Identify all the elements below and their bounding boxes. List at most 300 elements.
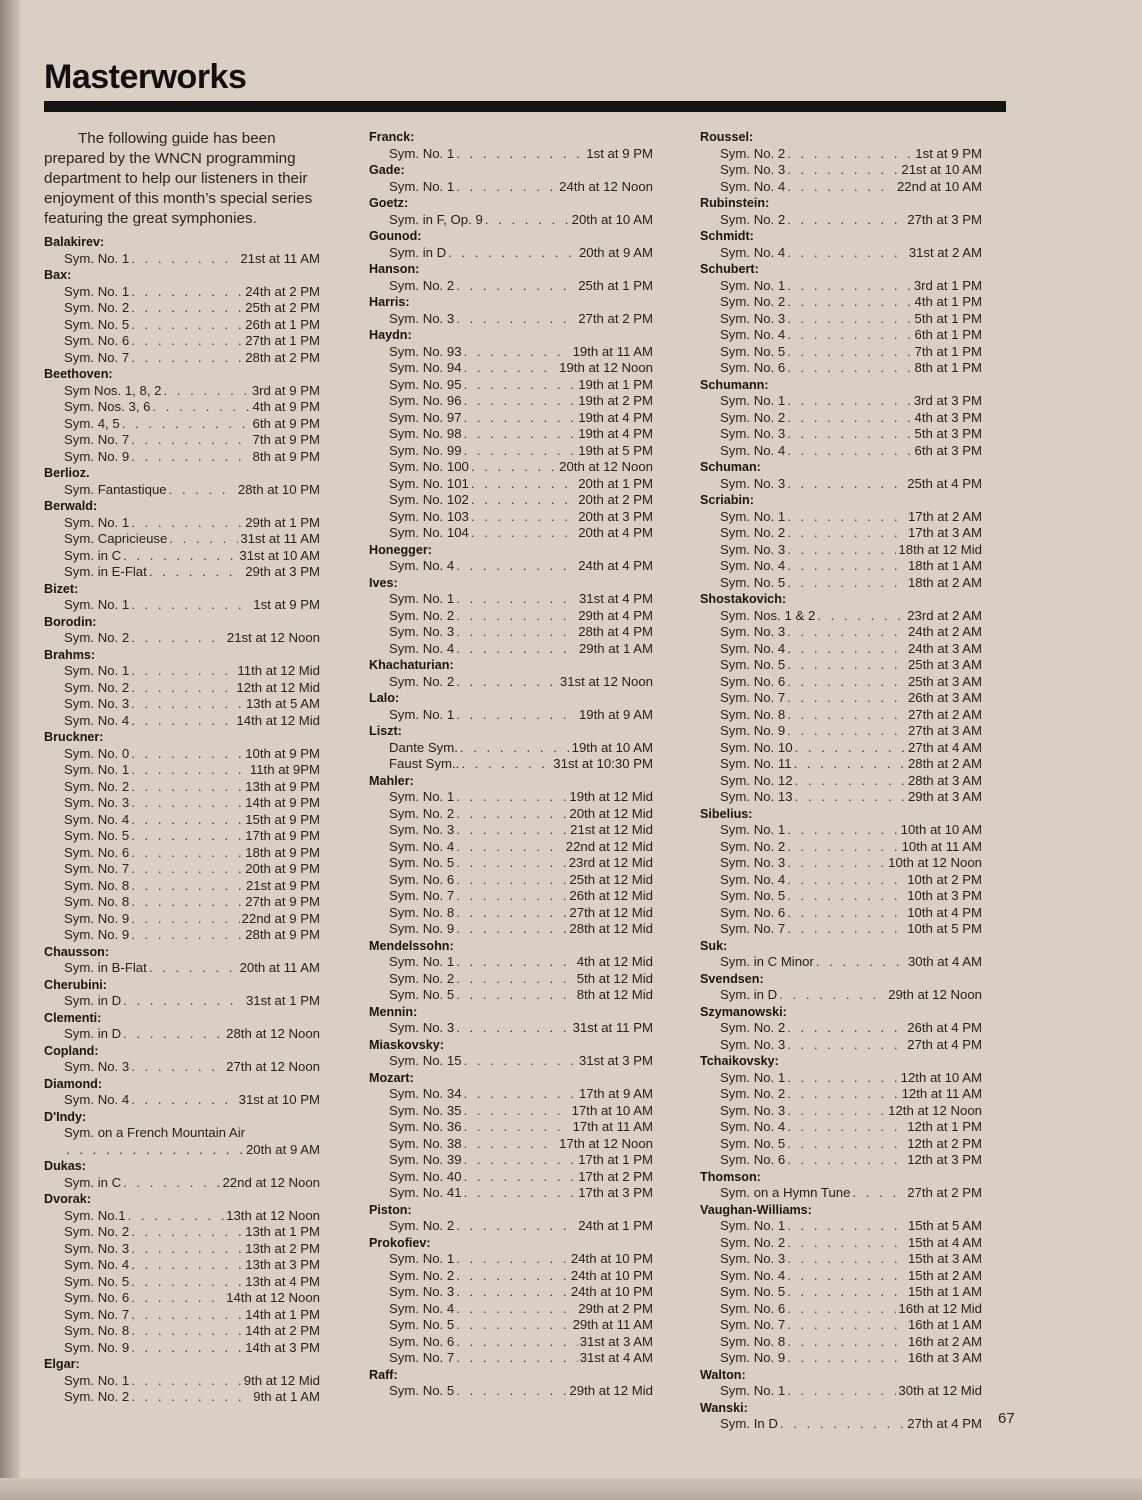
schedule-entry [44, 399, 320, 416]
work-title: Sym. No. 1 [720, 277, 786, 293]
work-title: Sym. No. 4 [64, 1092, 130, 1107]
composer-heading: Beethoven: [44, 367, 113, 381]
air-time: 21st at 12 Noon [226, 630, 320, 645]
schedule-entry [700, 525, 982, 542]
dot-leader [456, 1350, 577, 1367]
dot-leader [456, 921, 567, 938]
schedule-entry [700, 921, 982, 938]
work-title: Sym. No. 5 [389, 987, 455, 1002]
dot-leader [456, 1301, 576, 1318]
schedule-entry [700, 426, 982, 443]
work-title: Sym. No. 5 [64, 1273, 130, 1289]
schedule-entry [700, 1251, 982, 1268]
dot-leader [464, 1119, 571, 1136]
air-time: 12th at 12 Mid [236, 679, 320, 695]
schedule-entry [700, 509, 982, 526]
dot-leader [794, 756, 906, 773]
air-time: 31st at 4 PM [578, 591, 653, 606]
work-title: Sym. No. 5 [720, 1284, 786, 1299]
schedule-entry [369, 954, 653, 971]
schedule-entry [700, 789, 982, 806]
air-time: 23rd at 12 Mid [568, 855, 653, 870]
dot-leader [131, 1389, 251, 1406]
schedule-entry [369, 509, 653, 526]
composer-heading: Shostakovich: [700, 592, 787, 606]
schedule-entry [369, 1152, 653, 1169]
dot-leader [464, 1086, 577, 1103]
dot-leader [66, 1142, 244, 1159]
work-title: Sym. No. 8 [720, 706, 786, 722]
work-title: Sym. No. 13 [720, 789, 793, 804]
dot-leader [131, 779, 243, 796]
air-time: 24th at 10 PM [570, 1251, 653, 1266]
schedule-entry [369, 888, 653, 905]
work-title: Sym. No. 2 [720, 294, 786, 309]
schedule-entry [44, 762, 320, 779]
air-time: 4th at 1 PM [914, 294, 982, 309]
schedule-entry [369, 674, 653, 691]
air-time: 16th at 1 AM [907, 1317, 982, 1332]
air-time: 18th at 2 AM [907, 574, 982, 590]
air-time: 13th at 2 PM [245, 1240, 320, 1256]
air-time: 9th at 12 Mid [243, 1372, 320, 1388]
work-title: Sym. No. 1 [720, 1069, 786, 1085]
dot-leader [131, 812, 243, 829]
work-title: Sym. No. 9 [64, 927, 130, 942]
schedule-entry-title: Sym. on a French Mountain Air [64, 1125, 246, 1140]
work-title: Sym. No. 2 [64, 300, 130, 315]
dot-leader [123, 1175, 220, 1192]
air-time: 31st at 10 AM [239, 547, 320, 563]
dot-leader [787, 476, 905, 493]
schedule-entry [369, 740, 653, 757]
dot-leader [787, 657, 906, 674]
work-title: Sym. No. 6 [389, 1333, 455, 1349]
work-title: Sym. No. 3 [64, 795, 130, 810]
air-time: 30th at 12 Mid [898, 1383, 982, 1398]
work-title: Sym. in D [64, 993, 122, 1008]
work-title: Sym. No. 4 [720, 178, 786, 194]
schedule-entry [700, 1350, 982, 1367]
air-time: 21st at 9 PM [245, 877, 320, 893]
air-time: 29th at 2 PM [578, 1300, 653, 1316]
work-title: Sym. No. 3 [720, 855, 786, 870]
air-time: 3rd at 1 PM [913, 277, 982, 293]
dot-leader [456, 1284, 569, 1301]
schedule-entry [700, 311, 982, 328]
schedule-entry [700, 624, 982, 641]
dot-leader [456, 591, 577, 608]
composer-heading: Vaughan-Williams: [700, 1202, 812, 1217]
air-time: 31st at 3 PM [578, 1053, 653, 1068]
air-time: 29th at 3 PM [245, 564, 320, 579]
work-title: Sym. No. 9 [64, 1339, 130, 1355]
schedule-entry [700, 839, 982, 856]
composer-heading: Bax: [44, 268, 72, 282]
schedule-entry [44, 1257, 320, 1274]
dot-leader [131, 1241, 243, 1258]
air-time: 9th at 1 AM [253, 1389, 320, 1404]
schedule-entry [700, 1119, 982, 1136]
schedule-entry [44, 1241, 320, 1258]
work-title: Sym. in F, Op. 9 [389, 211, 483, 227]
work-title: Sym. No. 6 [720, 1152, 786, 1167]
page-number: 67 [998, 1410, 1015, 1427]
work-title: Sym. No. 1 [64, 250, 130, 266]
dot-leader [123, 548, 237, 565]
schedule-entry [44, 1323, 320, 1340]
dot-leader [787, 872, 905, 889]
dot-leader [456, 1020, 570, 1037]
work-title: Sym. No. 1 [64, 1372, 130, 1388]
work-title: Sym. No. 1 [64, 283, 130, 299]
air-time: 29th at 4 PM [578, 607, 653, 623]
work-title: Sym. Nos. 1 & 2 [720, 607, 816, 623]
dot-leader [456, 311, 576, 328]
schedule-entry [44, 713, 320, 730]
dot-leader [131, 333, 243, 350]
work-title: Sym. No. 3 [720, 1251, 786, 1266]
schedule-entry [44, 1208, 320, 1225]
air-time: 25th at 3 AM [907, 657, 982, 672]
air-time: 25th at 1 PM [578, 277, 653, 293]
air-time: 19th at 1 PM [578, 376, 653, 392]
schedule-entry [700, 987, 982, 1004]
air-time: 15th at 2 AM [907, 1267, 982, 1283]
dot-leader [464, 1169, 577, 1186]
air-time: 15th at 5 AM [907, 1218, 982, 1233]
air-time: 26th at 3 AM [907, 690, 982, 705]
schedule-entry [369, 707, 653, 724]
work-title: Sym. No. 4 [389, 558, 455, 573]
air-time: 13th at 9 PM [245, 778, 320, 794]
schedule-entry [44, 1373, 320, 1390]
dot-leader [464, 344, 571, 361]
page-binding-edge [0, 0, 20, 1500]
work-title: Sym. No. 2 [389, 277, 455, 293]
air-time: 27th at 12 Noon [226, 1059, 320, 1074]
air-time: 14th at 2 PM [245, 1323, 320, 1338]
schedule-entry [44, 828, 320, 845]
schedule-entry [700, 1020, 982, 1037]
dot-leader [464, 410, 577, 427]
work-title: Sym. No. 34 [389, 1086, 462, 1101]
dot-leader [787, 1070, 898, 1087]
air-time: 20th at 12 Noon [559, 459, 653, 474]
air-time: 16th at 12 Mid [898, 1300, 982, 1316]
schedule-entry [369, 1317, 653, 1334]
schedule-entry [700, 1152, 982, 1169]
air-time: 24th at 4 PM [578, 558, 653, 573]
work-title: Sym. No. 97 [389, 409, 462, 425]
schedule-entry [700, 410, 982, 427]
work-title: Sym. No. 7 [64, 349, 130, 365]
air-time: 17th at 9 AM [578, 1086, 653, 1101]
work-title: Sym. No. 5 [389, 1317, 455, 1332]
air-time: 26th at 4 PM [907, 1020, 982, 1035]
air-time: 6th at 9 PM [252, 415, 320, 431]
composer-heading: Lalo: [369, 691, 400, 705]
composer-heading: Elgar: [44, 1357, 80, 1371]
schedule-entry [369, 1251, 653, 1268]
air-time: 13th at 1 PM [245, 1224, 320, 1239]
work-title: Sym. No. 3 [720, 475, 786, 491]
air-time: 27th at 9 PM [245, 894, 320, 909]
dot-leader [152, 399, 250, 416]
air-time: 1st at 9 PM [586, 145, 653, 161]
dot-leader [131, 828, 243, 845]
schedule-entry [369, 1185, 653, 1202]
schedule-entry [369, 1268, 653, 1285]
dot-leader [787, 888, 905, 905]
air-time: 22nd at 12 Noon [222, 1174, 320, 1190]
air-time: 20th at 9 AM [245, 1141, 320, 1157]
work-title: Sym. No. 5 [720, 1135, 786, 1151]
schedule-entry [44, 1224, 320, 1241]
dot-leader [787, 1284, 906, 1301]
dot-leader [456, 839, 564, 856]
schedule-entry [44, 1340, 320, 1357]
air-time: 27th at 12 Mid [569, 904, 653, 920]
schedule-entry [369, 146, 653, 163]
dot-leader [456, 608, 576, 625]
air-time: 29th at 1 PM [245, 514, 320, 530]
dot-leader [456, 624, 576, 641]
work-title: Sym. No. 98 [389, 426, 462, 441]
work-title: Sym. No. 95 [389, 376, 462, 392]
composer-heading: Chausson: [44, 944, 110, 959]
air-time: 25th at 3 AM [907, 673, 982, 689]
dot-leader [131, 1307, 243, 1324]
air-time: 17th at 10 AM [571, 1102, 653, 1118]
work-title: Sym. No. 2 [389, 1267, 455, 1283]
work-title: Sym. No. 104 [389, 525, 469, 540]
air-time: 17th at 2 AM [907, 508, 982, 524]
composer-heading: Dukas: [44, 1159, 86, 1173]
schedule-entry [369, 344, 653, 361]
work-title: Sym. No. 1 [389, 591, 455, 606]
work-title: Sym. No. 7 [720, 1317, 786, 1332]
work-title: Sym. No. 36 [389, 1119, 462, 1134]
work-title: Sym. In D [720, 1416, 778, 1431]
dot-leader [787, 1317, 906, 1334]
dot-leader [169, 482, 236, 499]
air-time: 15th at 9 PM [245, 811, 320, 827]
air-time: 24th at 2 PM [245, 283, 320, 299]
composer-heading: Mozart: [369, 1070, 414, 1085]
air-time: 18th at 9 PM [245, 844, 320, 860]
dot-leader [787, 525, 906, 542]
air-time: 31st at 3 AM [579, 1333, 653, 1349]
dot-leader [795, 789, 906, 806]
dot-leader [149, 564, 243, 581]
schedule-entry [44, 696, 320, 713]
air-time: 31st at 12 Noon [559, 673, 653, 689]
composer-heading: D'Indy: [44, 1109, 87, 1124]
work-title: Sym. No. 6 [720, 904, 786, 920]
composer-heading: Thomson: [700, 1169, 761, 1184]
work-title: Sym. No. 102 [389, 492, 469, 507]
air-time: 28th at 12 Noon [226, 1026, 320, 1041]
dot-leader [787, 1136, 905, 1153]
dot-leader [464, 1103, 570, 1120]
schedule-entry [44, 680, 320, 697]
work-title: Sym. No. 7 [64, 1306, 130, 1322]
schedule-entry [44, 1175, 320, 1192]
work-title: Sym. in C [64, 547, 122, 563]
composer-heading: Berwald: [44, 499, 98, 513]
schedule-entry [700, 278, 982, 295]
work-title: Sym. No. 1 [720, 393, 786, 408]
air-time: 31st at 11 AM [240, 531, 320, 546]
schedule-entry [44, 564, 320, 581]
work-title: Sym. No. 5 [389, 1383, 455, 1398]
work-title: Sym. No. 4 [720, 871, 786, 887]
composer-heading: Berlioz. [44, 466, 90, 480]
dot-leader [795, 740, 906, 757]
dot-leader [787, 575, 906, 592]
composer-heading: Hanson: [369, 262, 420, 276]
air-time: 28th at 9 PM [245, 927, 320, 942]
work-title: Sym. No. 93 [389, 343, 462, 359]
schedule-entry [44, 746, 320, 763]
composer-heading: Goetz: [369, 196, 409, 210]
schedule-entry [700, 1103, 982, 1120]
air-time: 13th at 4 PM [245, 1273, 320, 1289]
dot-leader [787, 707, 906, 724]
work-title: Sym. No. 1 [64, 597, 130, 612]
dot-leader [131, 432, 250, 449]
dot-leader [456, 674, 558, 691]
column-1 [44, 129, 320, 1406]
air-time: 31st at 1 PM [245, 993, 320, 1008]
air-time: 8th at 9 PM [252, 448, 320, 464]
air-time: 27th at 3 PM [907, 211, 982, 227]
schedule-entry [369, 492, 653, 509]
dot-leader [456, 789, 567, 806]
dot-leader [456, 971, 575, 988]
air-time: 31st at 4 AM [579, 1350, 653, 1365]
work-title: Sym. No. 1 [720, 508, 786, 524]
composer-heading: Wanski: [700, 1400, 748, 1415]
air-time: 1st at 9 PM [915, 145, 982, 161]
composer-heading: Gounod: [369, 229, 422, 243]
air-time: 27th at 3 AM [907, 723, 982, 738]
dot-leader [787, 162, 899, 179]
dot-leader [131, 1257, 243, 1274]
work-title: Sym. No. 8 [64, 1323, 130, 1338]
dot-leader [169, 531, 238, 548]
schedule-entry [369, 608, 653, 625]
schedule-entry [44, 416, 320, 433]
air-time: 29th at 1 AM [578, 640, 653, 656]
work-title: Sym. No. 3 [64, 1059, 130, 1074]
schedule-entry [369, 1053, 653, 1070]
work-title: Sym. No. 3 [720, 1102, 786, 1118]
dot-leader [131, 1059, 224, 1076]
schedule-entry [700, 1086, 982, 1103]
work-title: Sym. No. 2 [720, 1020, 786, 1035]
schedule-entry [700, 1334, 982, 1351]
composer-heading: Gade: [369, 163, 405, 177]
air-time: 12th at 3 PM [907, 1152, 982, 1167]
work-title: Sym. No. 6 [389, 871, 455, 887]
air-time: 27th at 4 PM [907, 1036, 982, 1052]
dot-leader [787, 327, 912, 344]
air-time: 19th at 10 AM [571, 739, 653, 755]
work-title: Sym. No. 40 [389, 1168, 462, 1184]
dot-leader [131, 1373, 242, 1390]
air-time: 24th at 12 Noon [559, 178, 653, 194]
schedule-entry [700, 773, 982, 790]
composer-heading: Piston: [369, 1202, 412, 1217]
air-time: 24th at 2 AM [907, 624, 982, 639]
air-time: 25th at 4 PM [907, 475, 982, 491]
dot-leader [464, 393, 577, 410]
air-time: 11th at 12 Mid [237, 663, 320, 678]
schedule-entry [700, 1268, 982, 1285]
page-title: Masterworks [44, 58, 247, 96]
work-title: Sym. No. 4 [720, 327, 786, 342]
work-title: Sym. No. 3 [720, 162, 786, 177]
air-time: 20th at 12 Mid [569, 805, 653, 821]
schedule-entry [700, 674, 982, 691]
schedule-entry [700, 690, 982, 707]
composer-heading: Bizet: [44, 581, 79, 596]
air-time: 17th at 12 Noon [559, 1135, 653, 1151]
schedule-entry [700, 575, 982, 592]
dot-leader [456, 707, 577, 724]
air-time: 12th at 11 AM [901, 1086, 982, 1101]
air-time: 30th at 4 AM [907, 954, 982, 969]
work-title: Sym. No. 2 [720, 1086, 786, 1101]
composer-heading: Ives: [369, 575, 398, 590]
schedule-entry [700, 327, 982, 344]
air-time: 6th at 1 PM [914, 327, 982, 342]
dot-leader [456, 822, 568, 839]
work-title: Sym. No. 99 [389, 442, 462, 458]
schedule-entry [369, 179, 653, 196]
schedule-entry [369, 1350, 653, 1367]
air-time: 28th at 2 PM [245, 349, 320, 365]
schedule-entry [369, 377, 653, 394]
dot-leader [131, 663, 235, 680]
air-time: 4th at 9 PM [252, 399, 320, 414]
schedule-entry [44, 812, 320, 829]
work-title: Sym. No. 6 [720, 1300, 786, 1316]
dot-leader [787, 146, 913, 163]
composer-heading: Walton: [700, 1367, 746, 1382]
work-title: Sym. in B-Flat [64, 960, 147, 975]
air-time: 5th at 3 PM [914, 426, 982, 441]
work-title: Sym. No. 6 [720, 673, 786, 689]
schedule-entry [700, 1136, 982, 1153]
dot-leader [787, 839, 899, 856]
air-time: 31st at 2 AM [908, 244, 982, 260]
schedule-entry [44, 927, 320, 944]
dot-leader [456, 872, 567, 889]
schedule-entry [700, 822, 982, 839]
work-title: Faust Sym.. [389, 756, 460, 771]
dot-leader [787, 921, 905, 938]
dot-leader [131, 1224, 243, 1241]
dot-leader [456, 1317, 570, 1334]
air-time: 10th at 10 AM [900, 822, 982, 837]
schedule-entry [700, 393, 982, 410]
dot-leader [787, 558, 906, 575]
dot-leader [787, 822, 898, 839]
air-time: 31st at 10:30 PM [553, 756, 653, 771]
